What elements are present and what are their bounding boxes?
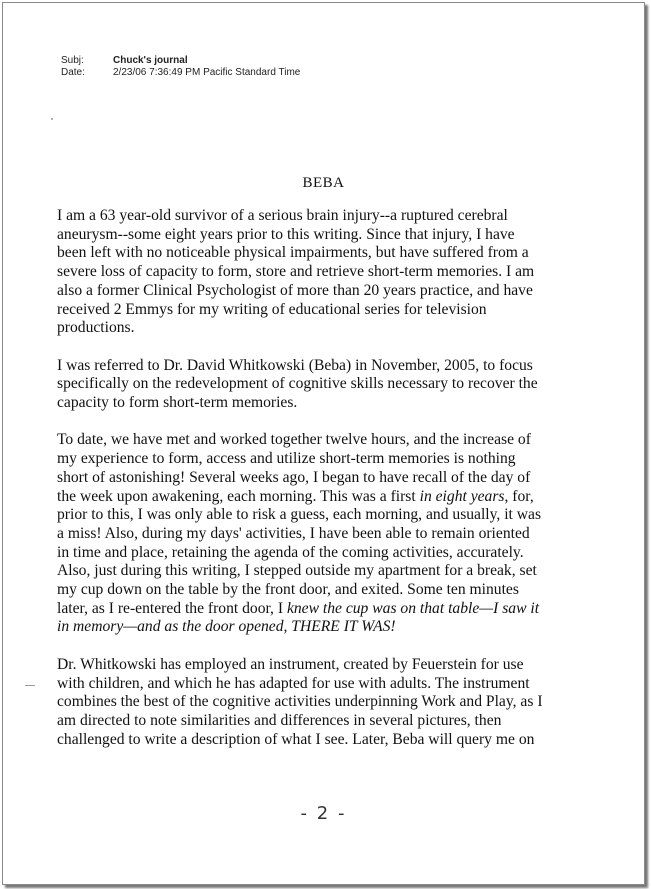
- paragraph-2: [57, 357, 612, 413]
- text-line: [57, 600, 612, 619]
- emphasis-eight-years: in eight years: [419, 487, 505, 505]
- document-title: BEBA: [302, 175, 345, 191]
- text-line: Also, just during this writing, I stepped outside my apartment for a break, set: [57, 562, 537, 580]
- emphasis-cup: knew the cup was on that table—I saw it: [286, 599, 540, 617]
- text-line: [57, 488, 612, 507]
- text-segment: , for,: [504, 487, 534, 505]
- subject-row: [61, 55, 300, 67]
- scan-speck: [25, 685, 35, 686]
- paragraph-3: [57, 431, 612, 637]
- text-line: To date, we have met and worked together twelve hours, and the increase of: [57, 431, 531, 449]
- document-body: [57, 207, 612, 768]
- text-line: I am a 63 year-old survivor of a serious brain injury--a ruptured cerebral: [57, 207, 508, 224]
- text-line: combines the best of the cognitive activities underpinning Work and Play, as I: [57, 693, 543, 711]
- text-line: I was referred to Dr. David Whitkowski (Beba) in November, 2005, to focus: [57, 356, 533, 374]
- text-line: am directed to note similarities and differences in several pictures, then: [57, 711, 502, 729]
- text-segment: the week upon awakening, each morning. This was a first: [57, 487, 420, 505]
- text-line: specifically on the redevelopment of cognitive skills necessary to recover the: [57, 375, 538, 393]
- date-label: Date:: [61, 67, 85, 78]
- text-line: received 2 Emmys for my writing of educational series for television: [57, 300, 487, 318]
- date-row: [61, 67, 300, 79]
- document-page: [2, 2, 645, 885]
- text-line: severe loss of capacity to form, store and retrieve short-term memories. I am: [57, 263, 535, 281]
- text-line: capacity to form short-term memories.: [57, 394, 298, 412]
- text-line: my experience to form, access and utilize short-term memories is nothing: [57, 450, 516, 468]
- text-line: with children, and which he has adapted for use with adults. The instrument: [57, 674, 530, 692]
- text-line: prior to this, I was only able to risk a guess, each morning, and usually, it was: [57, 506, 542, 524]
- subject-value: Chuck's journal: [113, 55, 188, 66]
- text-line: challenged to write a description of what I see. Later, Beba will query me on: [57, 730, 535, 748]
- page-number: - 2 -: [300, 803, 347, 824]
- text-line: short of astonishing! Several weeks ago, I began to have recall of the day of: [57, 468, 531, 486]
- subject-label: Subj:: [61, 55, 84, 66]
- paragraph-1: [57, 207, 612, 338]
- date-value: 2/23/06 7:36:49 PM Pacific Standard Time: [113, 67, 301, 78]
- text-line: been left with no noticeable physical impairments, but have suffered from a: [57, 244, 529, 262]
- emphasis-door-opened: in memory—and as the door opened, THERE IT WAS!: [57, 618, 396, 636]
- paragraph-4: [57, 656, 612, 750]
- text-segment: later, as I re-entered the front door, I: [57, 599, 287, 617]
- text-line: aneurysm--some eight years prior to this writing. Since that injury, I have: [57, 225, 515, 243]
- text-line: a miss! Also, during my days' activities, I have been able to remain oriented: [57, 524, 530, 542]
- text-line: my cup down on the table by the front door, and exited. Some ten minutes: [57, 581, 519, 599]
- text-line: also a former Clinical Psychologist of more than 20 years practice, and have: [57, 281, 533, 299]
- email-header: [61, 55, 300, 79]
- scan-speck: [51, 118, 53, 120]
- text-line: Dr. Whitkowski has employed an instrument, created by Feuerstein for use: [57, 655, 524, 673]
- text-line: productions.: [57, 319, 135, 337]
- text-line: in time and place, retaining the agenda of the coming activities, accurately.: [57, 543, 524, 561]
